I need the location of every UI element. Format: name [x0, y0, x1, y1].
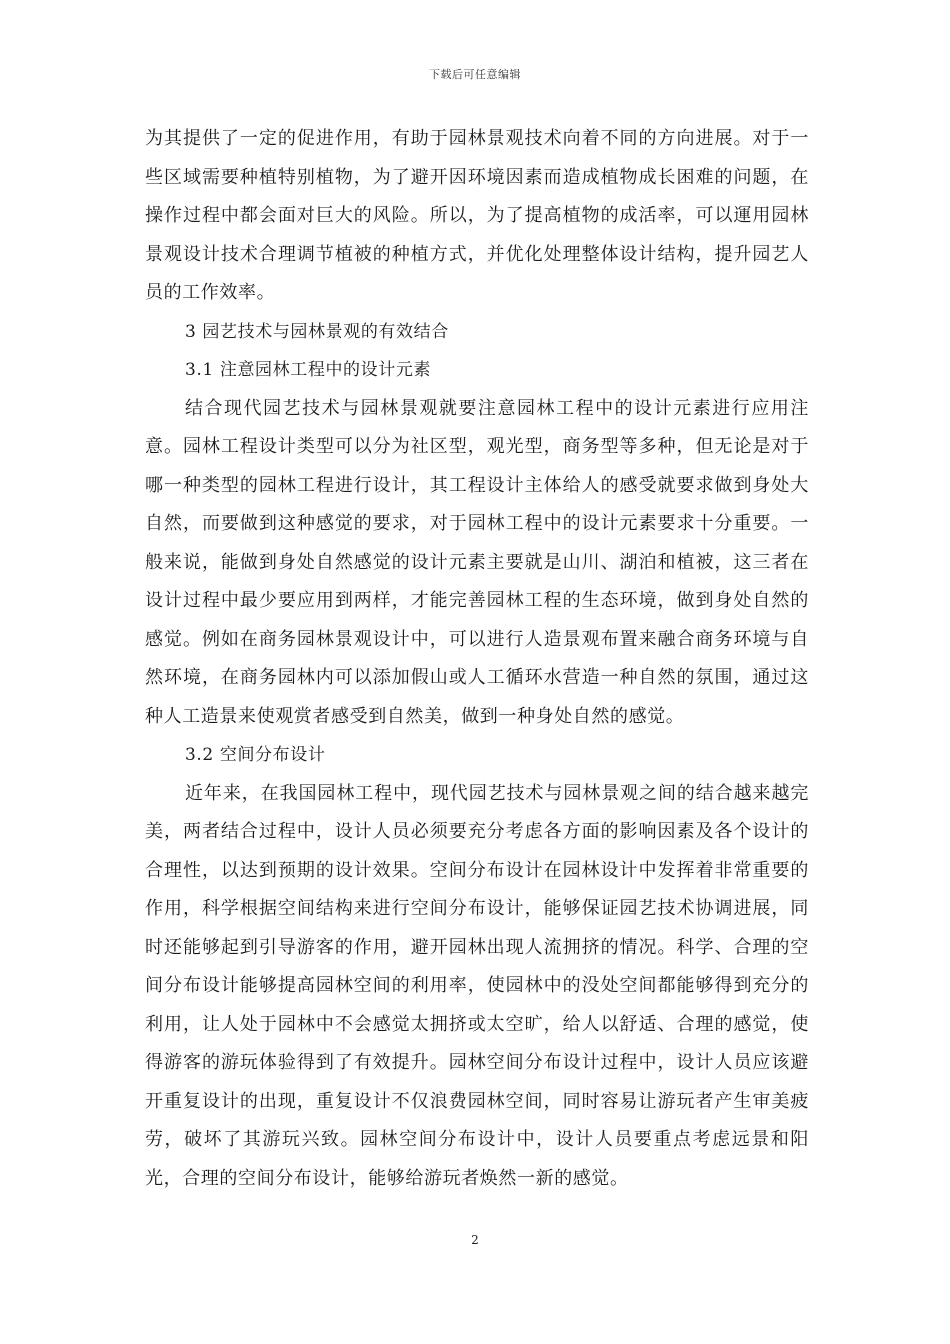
subsection-heading-3-2: 3.2 空间分布设计 [185, 745, 326, 765]
page-body [145, 120, 809, 1198]
page-header: 下载后可任意编辑 [429, 68, 521, 81]
section-heading-3: 3 园艺技术与园林景观的有效结合 [185, 321, 449, 342]
page-number: 2 [471, 1233, 479, 1247]
paragraph-intro: 为其提供了一定的促进作用，有助于园林景观技术向着不同的方向进展。对于一些区域需要种植特别植物，为了避开因环境因素而造成植物成长困难的问题，在操作过程中都会面对巨大的风险。所以，为了提高植物的成活率，可以運用园林景观设计技术合理调节植被的种植方式，并优化处理整体设计结构，提升园艺人员的工作效率。 [145, 128, 809, 303]
paragraph-design-elements: 结合现代园艺技术与园林景观就要注意园林工程中的设计元素进行应用注意。园林工程设计类型可以分为社区型，观光型，商务型等多种，但无论是对于哪一种类型的园林工程进行设计，其工程设计主体给人的感受就要求做到身处大自然，而要做到这种感觉的要求，对于园林工程中的设计元素要求十分重要。一般来说，能做到身处自然感觉的设计元素主要就是山川、湖泊和植被，这三者在设计过程中最少要应用到两样，才能完善园林工程的生态环境，做到身处自然的感觉。例如在商务园林景观设计中，可以进行人造景观布置来融合商务环境与自然环境，在商务园林内可以添加假山或人工循环水营造一种自然的氛围，通过这种人工造景来使观赏者感受到自然美，做到一种身处自然的感觉。 [145, 397, 809, 727]
paragraph-spatial-design: 近年来，在我国园林工程中，现代园艺技术与园林景观之间的结合越来越完美，两者结合过程中，设计人员必须要充分考虑各方面的影响因素及各个设计的合理性，以达到预期的设计效果。空间分布设计在园林设计中发挥着非常重要的作用，科学根据空间结构来进行空间分布设计，能够保证园艺技术协调进展，同时还能够起到引导游客的作用，避开园林出现人流拥挤的情况。科学、合理的空间分布设计能够提高园林空间的利用率，使园林中的没处空间都能够得到充分的利用，让人处于园林中不会感觉太拥挤或太空旷，给人以舒适、合理的感觉，使得游客的游玩体验得到了有效提升。园林空间分布设计过程中，设计人员应该避开重复设计的出现，重复设计不仅浪费园林空间，同时容易让游玩者产生审美疲劳，破坏了其游玩兴致。园林空间分布设计中，设计人员要重点考虑远景和阳光，合理的空间分布设计，能够给游玩者焕然一新的感觉。 [145, 782, 809, 1189]
subsection-heading-3-1: 3.1 注意园林工程中的设计元素 [185, 360, 432, 380]
